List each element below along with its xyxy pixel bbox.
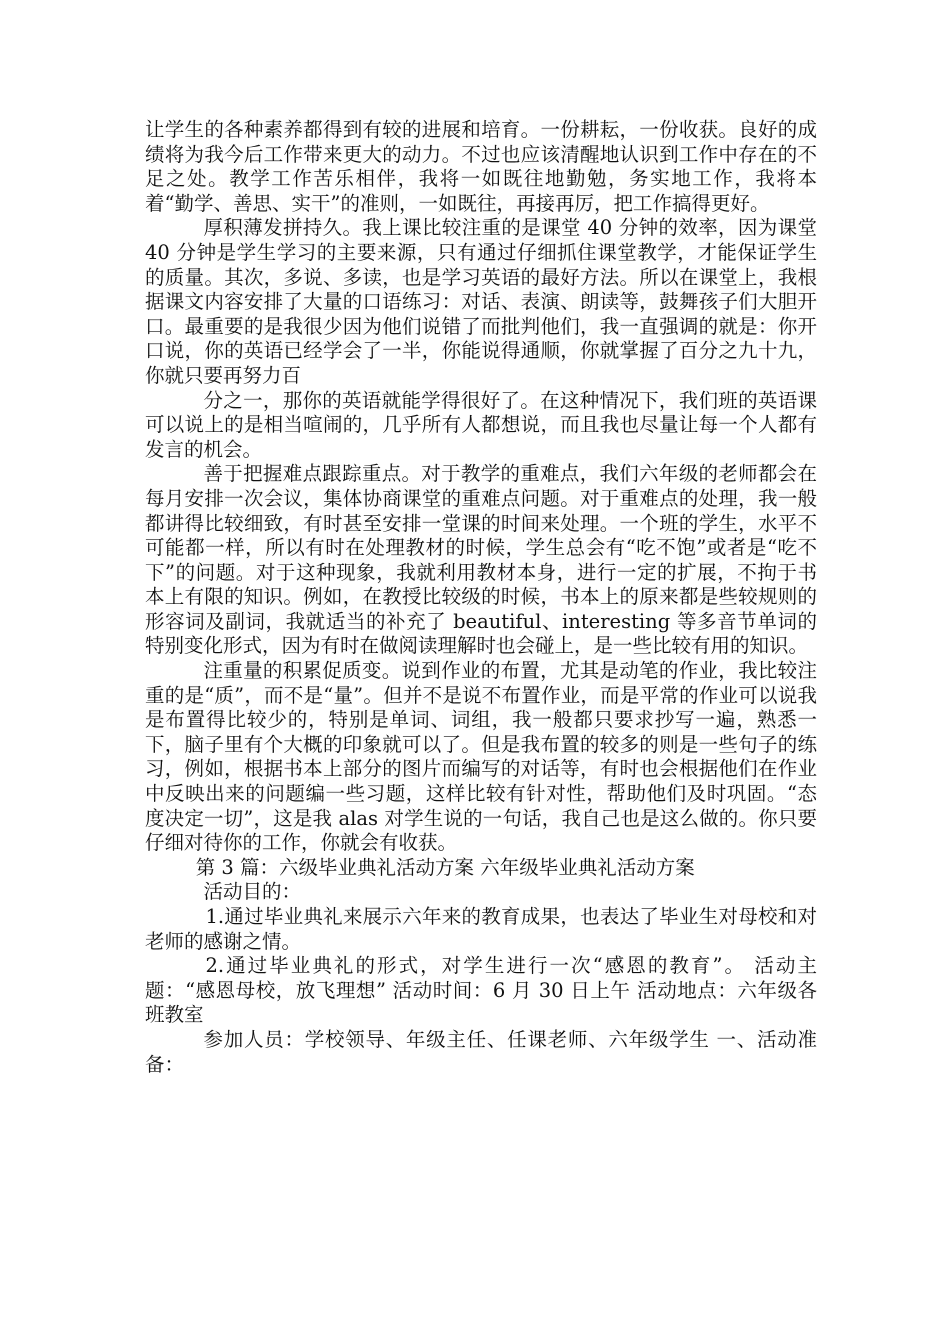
section-heading: 第 3 篇：六级毕业典礼活动方案 六年级毕业典礼活动方案 (195, 855, 695, 879)
paragraph-4: 善于把握难点跟踪重点。对于教学的重难点，我们六年级的老师都会在每月安排一次会议，集体协商课堂的重难点问题。对于重难点的处理，我一般都讲得比较细致，有时甚至安排一堂课的时间来处理。一个班的学生，水平不可能都一样，所以有时在处理教材的时候，学生总会有“吃不饱”或者是“吃不下”的问题。对于这种现象，我就利用教材本身，进行一定的扩展，不拘于书本上有限的知识。例如，在教授比较级的时候，书本上的原来都是些较规则的形容词及副词，我就适当的补充了 beautiful、interesting 等多音节单词的特别变化形式，因为有时在做阅读理解时也会碰上，是一些比较有用的知识。 (145, 462, 817, 658)
paragraph-2: 厚积薄发拼持久。我上课比较注重的是课堂 40 分钟的效率，因为课堂 40 分钟是学生学习的主要来源，只有通过仔细抓住课堂教学，才能保证学生的质量。其次，多说、多读，也是学习英语的最好方法。所以在课堂上，我根据课文内容安排了大量的口语练习：对话、表演、朗读等，鼓舞孩子们大胆开口。最重要的是我很少因为他们说错了而批判他们，我一直强调的就是：你开口说，你的英语已经学会了一半，你能说得通顺，你就掌握了百分之九十九，你就只要再努力百 (145, 216, 817, 387)
purpose-item-2: 2.通过毕业典礼的形式，对学生进行一次“感恩的教育”。 活动主题：“感恩母校，放飞理想” 活动时间：6 月 30 日上午 活动地点：六年级各班教室 (145, 954, 817, 1027)
paragraph-5: 注重量的积累促质变。说到作业的布置，尤其是动笔的作业，我比较注重的是“质”，而不是“量”。但并不是说不布置作业，而是平常的作业可以说我是布置得比较少的，特别是单词、词组，我一般都只要求抄写一遍，熟悉一下，脑子里有个大概的印象就可以了。但是我布置的较多的则是一些句子的练习，例如，根据书本上部分的图片而编写的对话等，有时也会根据他们在作业中反映出来的问题编一些习题，这样比较有针对性，帮助他们及时巩固。“态度决定一切”，这是我 alas 对学生说的一句话，我自己也是这么做的。你只要仔细对待你的工作，你就会有收获。 (145, 659, 817, 855)
participants: 参加人员：学校领导、年级主任、任课老师、六年级学生 一、活动准备： (145, 1027, 817, 1076)
purpose-item-1: 1.通过毕业典礼来展示六年来的教育成果，也表达了毕业生对母校和对老师的感谢之情。 (145, 905, 817, 953)
document-body (145, 118, 817, 1077)
paragraph-3: 分之一，那你的英语就能学得很好了。在这种情况下，我们班的英语课可以说上的是相当喧闹的，几乎所有人都想说，而且我也尽量让每一个人都有发言的机会。 (145, 388, 817, 461)
paragraph-1: 让学生的各种素养都得到有较的进展和培育。一份耕耘，一份收获。良好的成绩将为我今后工作带来更大的动力。不过也应该清醒地认识到工作中存在的不足之处。教学工作苦乐相伴，我将一如既往地勤勉，务实地工作，我将本着“勤学、善思、实干”的准则，一如既往，再接再厉，把工作搞得更好。 (145, 118, 817, 215)
activity-purpose-label: 活动目的： (203, 880, 302, 904)
